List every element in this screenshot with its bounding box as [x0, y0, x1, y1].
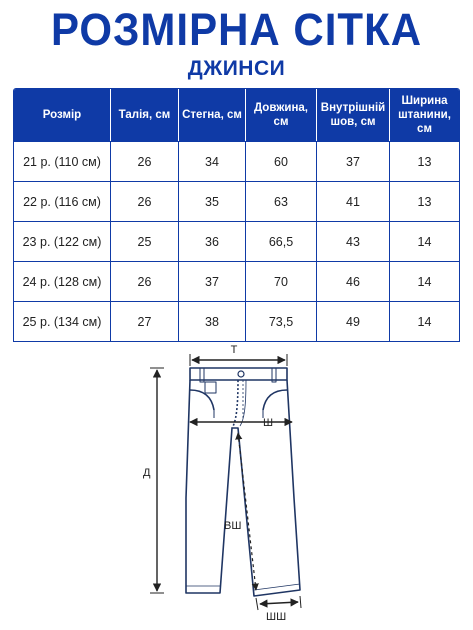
- cell-length: 63: [246, 182, 317, 221]
- cell-hip: 38: [179, 302, 246, 341]
- table-row: [13, 222, 460, 262]
- cell-leg-width: 14: [417, 314, 432, 329]
- cell-inseam: 37: [317, 142, 390, 181]
- leg-width-measure: [256, 596, 301, 623]
- cell-size: 25 р. (134 см): [14, 302, 111, 341]
- waist-label: Т: [230, 344, 238, 356]
- cell-inseam: 41: [317, 182, 390, 221]
- header-inseam: Внутрішній шов, см: [317, 89, 390, 141]
- cell-inseam: 43: [317, 222, 390, 261]
- table-row: [13, 302, 460, 342]
- cell-size: 21 р. (110 см): [14, 142, 111, 181]
- table-row: [13, 262, 460, 302]
- page-title: РОЗМІРНА СІТКА: [50, 4, 423, 55]
- cell-inseam: 49: [317, 302, 390, 341]
- header-waist: Талія, см: [111, 89, 179, 141]
- waist-measure: [190, 344, 287, 366]
- cell-waist: 27: [111, 302, 179, 341]
- hip-label: Ш: [263, 417, 274, 429]
- length-measure: [143, 368, 164, 593]
- cell-size: 24 р. (128 см): [14, 262, 111, 301]
- cell-leg-width: 13: [417, 194, 432, 209]
- page-subtitle: ДЖИНСИ: [187, 57, 286, 80]
- header-size: Розмір: [14, 89, 111, 141]
- cell-waist: 26: [111, 262, 179, 301]
- cell-hip: 37: [179, 262, 246, 301]
- cell-size: 22 р. (116 см): [14, 182, 111, 221]
- cell-hip: 36: [179, 222, 246, 261]
- cell-waist: 26: [111, 182, 179, 221]
- hip-measure: [190, 417, 292, 429]
- cell-waist: 26: [111, 142, 179, 181]
- header-hip: Стегна, см: [179, 89, 246, 141]
- length-label: Д: [143, 467, 151, 479]
- cell-leg-width: 13: [417, 154, 432, 169]
- jeans-outline-icon: [186, 368, 300, 596]
- inseam-label: ВШ: [224, 520, 242, 532]
- table-row: [13, 142, 460, 182]
- cell-length: 60: [246, 142, 317, 181]
- table-row: [13, 182, 460, 222]
- leg-width-label: ШШ: [266, 611, 287, 623]
- cell-length: 70: [246, 262, 317, 301]
- jeans-measurement-diagram: [0, 338, 473, 630]
- cell-waist: 25: [111, 222, 179, 261]
- header-leg-width: Ширина штанини, см: [390, 89, 459, 141]
- cell-hip: 35: [179, 182, 246, 221]
- cell-length: 73,5: [246, 302, 317, 341]
- cell-hip: 34: [179, 142, 246, 181]
- cell-leg-width: 14: [417, 234, 432, 249]
- cell-length: 66,5: [246, 222, 317, 261]
- cell-inseam: 46: [317, 262, 390, 301]
- table-header-row: [13, 88, 460, 142]
- cell-size: 23 р. (122 см): [14, 222, 111, 261]
- header-length: Довжина, см: [246, 89, 317, 141]
- size-table: [13, 88, 460, 342]
- cell-leg-width: 14: [417, 274, 432, 289]
